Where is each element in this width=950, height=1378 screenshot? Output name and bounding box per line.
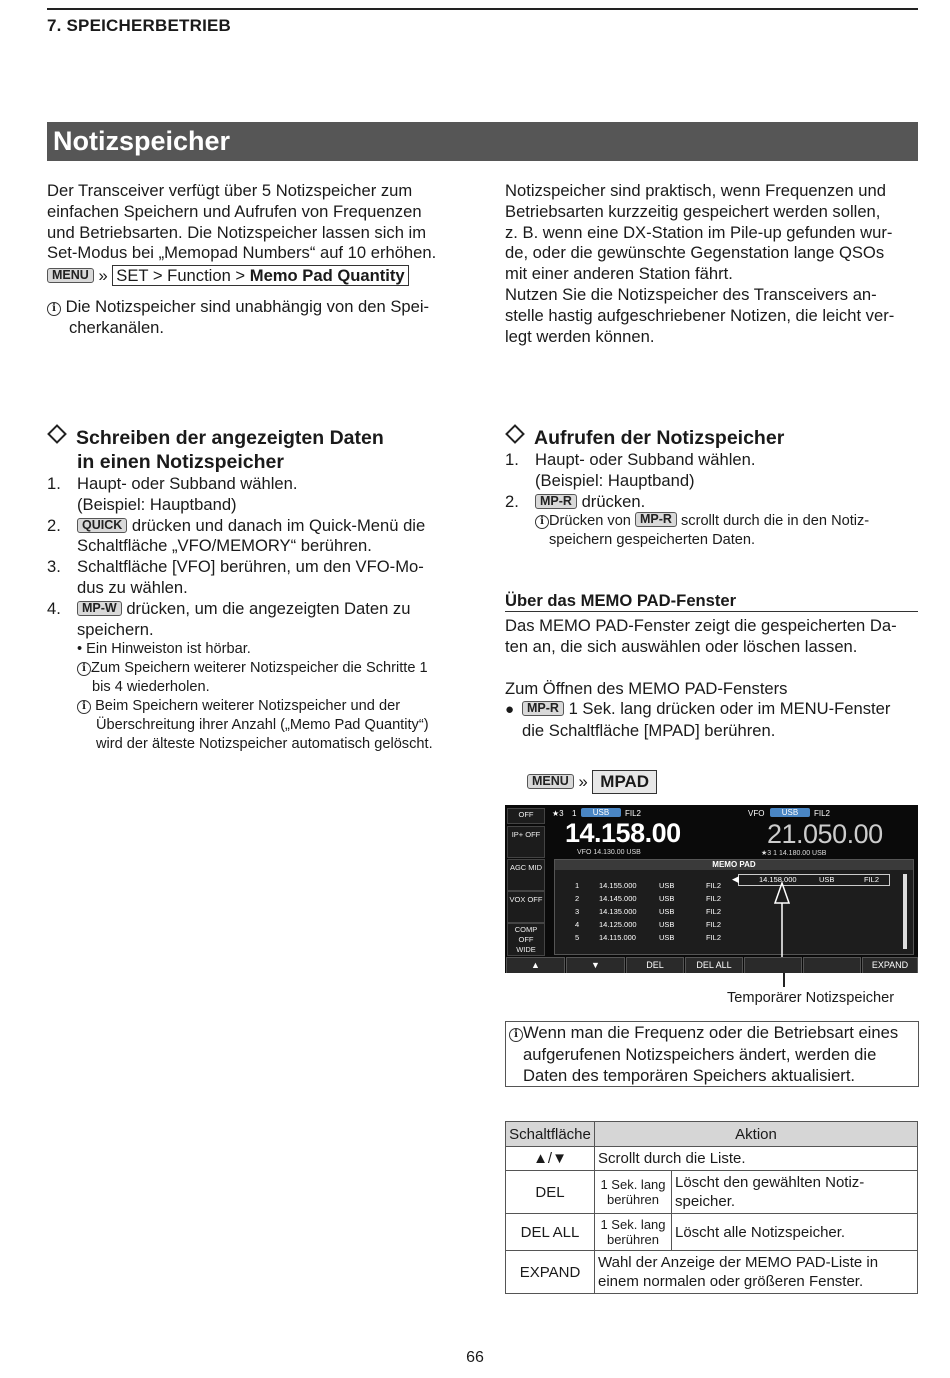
step-text: Schaltfläche [VFO] berühren, um den VFO-Mo- [77,557,424,577]
memo-freq: 14.135.000 [599,907,637,916]
memo-mode: USB [659,907,675,916]
intro-left-line: einfachen Speichern und Aufrufen von Frequenzen [47,201,422,221]
info-icon: i [77,662,91,676]
memo-freq: 14.158.000 [759,875,797,884]
write-notes [47,640,477,754]
scroll-down-button[interactable]: ▼ [566,957,625,973]
memo-number: 1 [575,881,580,890]
set-path-box [112,265,408,286]
memo-mode: USB [659,933,675,942]
info-icon: i [509,1028,523,1042]
side-button[interactable]: OFF [507,808,545,824]
table-header: Aktion [595,1122,918,1147]
temporary-memo-row[interactable] [732,874,890,886]
write-section [47,426,477,754]
memo-mode: USB [659,920,675,929]
table-cell-action: Wahl der Anzeige der MEMO PAD-Liste in einem normalen oder größeren Fenster. [595,1251,918,1294]
table-row [506,1251,918,1294]
bullet-dot-icon: ● [505,701,515,719]
memo-filter: FIL2 [706,894,722,903]
note-text: Beim Speichern weiterer Notizspeicher und der [95,698,401,715]
main-frequency: 14.158.00 [565,818,681,848]
sub-filter: FIL2 [814,809,831,818]
step-2 [505,492,920,513]
menu-key: MENU [47,268,94,283]
intro-left-line: und Betriebsarten. Die Notizspeicher lassen sich im [47,222,427,242]
memo-row[interactable] [575,906,721,918]
table-header-row [506,1122,918,1147]
sub-subline: ★3 1 14.180.00 USB [761,850,827,857]
step-text: drücken und danach im Quick-Menü die [127,515,426,535]
mp-w-key: MP-W [77,601,122,616]
sub-vfo: VFO [748,809,765,818]
table-cell-action: Scrollt durch die Liste. [595,1147,918,1171]
page-number: 66 [466,1349,484,1366]
intro-note-line: Die Notizspeicher sind unabhängig von den Spei- [65,296,430,316]
note-text: aufgerufenen Notizspeichers ändert, werden die [523,1044,877,1064]
section-title-bar [47,122,918,161]
memo-filter: FIL2 [706,920,722,929]
menu-path [47,265,477,287]
side-button[interactable]: IP+ OFF [507,826,545,858]
open-title: Zum Öffnen des MEMO PAD-Fensters [505,678,788,698]
memo-freq: 14.145.000 [599,894,637,903]
mpad-menu-path [527,770,657,794]
side-button[interactable]: VOX OFF [507,891,545,923]
memo-filter: FIL2 [706,907,722,916]
mp-r-key: MP-R [635,512,677,527]
note-text: scrollt durch die in den Notiz- [676,513,870,530]
step-number: 3. [47,557,61,577]
step-text: drücken, um die angezeigten Daten zu [121,598,411,618]
memo-number: 3 [575,907,580,916]
intro-right-line: Notizspeicher sind praktisch, wenn Frequenzen und [505,181,886,200]
step-text: (Beispiel: Hauptband) [535,470,695,490]
step-number: 1. [47,474,61,493]
memo-row[interactable] [575,932,721,944]
note-text: bis 4 wiederholen. [92,679,210,696]
intro-right-line: legt werden können. [505,326,655,346]
write-heading-line: Schreiben der angezeigten Daten [76,427,384,449]
step-number: 2. [47,515,61,535]
recall-steps [505,450,920,512]
del-button[interactable]: DEL [626,957,684,973]
arrow-glyph: » [98,266,108,286]
step-text: dus zu wählen. [77,577,188,597]
intro-right [505,181,920,347]
step-number: 2. [505,491,519,511]
table-cell-button: ▲/▼ [506,1147,595,1171]
intro-left [47,181,477,339]
table-header: Schaltfläche [506,1122,595,1147]
intro-left-line: Set-Modus bei „Memopad Numbers“ auf 10 erhöhen. [47,243,437,263]
open-bullet [505,699,920,721]
step-number: 1. [505,450,519,469]
table-cell-action: Löscht den gewählten Notiz-speicher. [672,1171,918,1214]
chapter-title: 7. SPEICHERBETRIEB [47,16,232,35]
intro-right-line: mit einer anderen Station fährt. [505,264,733,284]
memo-number: 5 [575,933,580,942]
panel-scrollbar[interactable] [903,874,907,949]
quick-key: QUICK [77,518,127,533]
button-action-table [505,1121,918,1294]
info-icon: i [535,515,549,529]
memo-filter: FIL2 [706,933,722,942]
memo-number: 4 [575,920,580,929]
memo-freq: 14.155.000 [599,881,637,890]
note-text: wird der älteste Notizspeicher automatisch gelöscht. [96,736,433,753]
table-cell-button: DEL ALL [506,1214,595,1251]
side-button[interactable]: COMP OFF WIDE [507,923,545,956]
write-note-1 [77,659,477,678]
transceiver-screen [505,805,918,973]
caption-leader [783,973,785,987]
intro-right-line: Betriebsarten kurzzeitig gespeichert werden sollen, [505,201,881,221]
del-all-button[interactable]: DEL ALL [685,957,743,973]
table-cell-condition: 1 Sek. lang berühren [595,1171,672,1214]
step-text: Haupt- oder Subband wählen. [535,450,756,469]
memo-mode: USB [819,875,835,884]
main-subline: VFO 14.130.00 USB [577,849,641,856]
intro-right-line: stelle hastig aufgeschriebener Notizen, die leicht ver- [505,305,895,325]
note-text: Zum Speichern weiterer Notizspeicher die Schritte 1 [91,660,428,677]
memo-mode: USB [659,881,675,890]
table-cell-button: DEL [506,1171,595,1214]
table-row [506,1214,918,1251]
memo-freq: 14.125.000 [599,920,637,929]
mp-r-key: MP-R [535,494,577,509]
table-row [506,1147,918,1171]
temporary-caption: Temporärer Notizspeicher [727,990,895,1006]
memopad-desc [505,616,920,742]
note-text: Wenn man die Frequenz oder die Betriebsart eines [523,1023,899,1042]
scroll-up-button[interactable]: ▲ [506,957,565,973]
write-heading [47,426,477,474]
main-filter: FIL2 [625,809,642,818]
table-row [506,1171,918,1214]
memo-filter: FIL2 [864,875,880,884]
bullet-text: die Schaltfläche [MPAD] berühren. [522,721,776,741]
sub-frequency: 21.050.00 [767,819,883,849]
write-steps [47,474,477,640]
note-text: speichern gespeicherten Daten. [549,532,756,549]
empty-button[interactable] [803,957,861,973]
side-button[interactable]: AGC MID [507,859,545,891]
bullet-note: • Ein Hinweiston ist hörbar. [77,641,251,658]
diamond-icon [505,424,525,444]
subheading-rule [505,611,918,612]
memo-filter: FIL2 [706,881,722,890]
mp-r-key: MP-R [522,701,564,716]
menu-key: MENU [527,774,574,789]
main-vfo-num: 1 [572,809,577,818]
table-cell-condition: 1 Sek. lang berühren [595,1214,672,1251]
intro-note [47,297,477,339]
step-1 [505,450,920,471]
sub-mode: USB [770,808,810,817]
intro-note-line: cherkanälen. [69,317,165,337]
main-star: ★3 [552,809,564,818]
step-number: 4. [47,598,61,618]
info-icon: i [77,700,91,714]
step-2 [47,516,477,537]
memopad-note-box [505,1021,919,1087]
diamond-icon [47,424,67,444]
set-path-bold: Memo Pad Quantity [249,266,405,286]
set-path-text: SET > Function > [116,266,250,286]
step-text: (Beispiel: Hauptband) [77,494,237,514]
memo-freq: 14.115.000 [599,933,636,942]
step-text: speichern. [77,619,154,639]
note-text: Drücken von [549,513,635,530]
table-cell-action: Löscht alle Notizspeicher. [672,1214,918,1251]
screen-button-bar [505,957,918,973]
memo-number: 2 [575,894,580,903]
note-text: Überschreitung ihrer Anzahl („Memo Pad Quantity“) [96,717,429,734]
mpad-button-label: MPAD [592,770,657,794]
bullet-text: 1 Sek. lang drücken oder im MENU-Fenster [563,699,891,719]
info-icon: i [47,302,61,316]
recall-heading-text: Aufrufen der Notizspeicher [534,427,785,449]
table-cell-button: EXPAND [506,1251,595,1294]
intro-right-line: z. B. wenn eine DX-Station im Pile-up gefunden wur- [505,222,893,242]
intro-right-line: de, oder die gewünschte Gegenstation lange QSOs [505,243,885,263]
step-text: Haupt- oder Subband wählen. [77,474,298,493]
step-text: drücken. [576,491,646,511]
main-mode: USB [581,808,621,817]
arrow-glyph: » [578,772,588,791]
memo-row[interactable] [575,880,721,892]
left-arrow-icon: ◀ [732,874,739,884]
empty-button[interactable] [744,957,802,973]
step-1 [47,474,477,495]
recall-note [505,512,920,550]
header-rule [47,8,918,10]
memo-pad-title: MEMO PAD [555,860,913,870]
step-text: Schaltfläche „VFO/MEMORY“ berühren. [77,536,372,556]
write-note-2 [77,697,477,716]
section-title: Notizspeicher [53,126,231,156]
intro-left-line: Der Transceiver verfügt über 5 Notizspeicher zum [47,181,413,200]
step-3 [47,557,477,578]
memopad-subheading: Über das MEMO PAD-Fenster [505,591,737,610]
write-heading-line: in einen Notizspeicher [77,451,284,473]
recall-section [505,426,920,550]
recall-heading [505,426,920,450]
memo-mode: USB [659,894,675,903]
memo-pad-panel [554,859,914,955]
intro-right-line: Nutzen Sie die Notizspeicher des Transceivers an- [505,284,877,304]
step-4 [47,599,477,620]
memo-row[interactable] [575,893,721,905]
desc-line: ten an, die sich auswählen oder löschen lassen. [505,636,858,656]
memo-row[interactable] [575,919,721,931]
desc-line: Das MEMO PAD-Fenster zeigt die gespeicherten Da- [505,616,897,635]
expand-button[interactable]: EXPAND [862,957,918,973]
note-text: Daten des temporären Speichers aktualisiert. [523,1065,856,1085]
